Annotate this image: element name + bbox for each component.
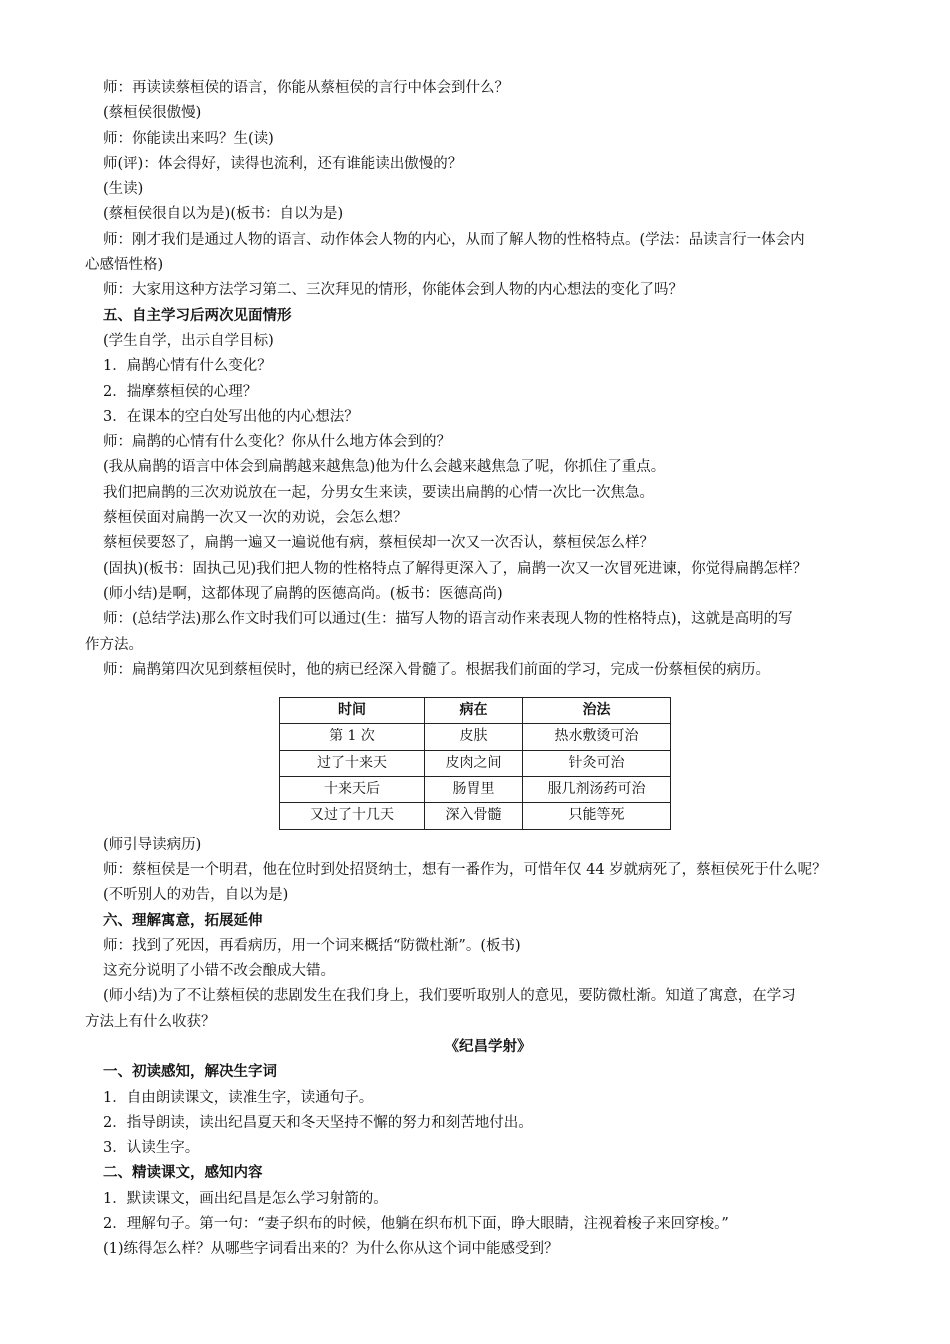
text-line: 蔡桓侯面对扁鹊一次又一次的劝说，会怎么想？	[103, 510, 408, 527]
text-line: (师小结)是啊，这都体现了扁鹊的医德高尚。(板书：医德高尚)	[103, 585, 503, 602]
list-item: 1．默读课文，画出纪昌是怎么学习射箭的。	[103, 1190, 388, 1207]
section-heading: 五、自主学习后两次见面情形	[103, 307, 292, 324]
text-line: 师：再读读蔡桓侯的语言，你能从蔡桓侯的言行中体会到什么？	[103, 80, 509, 96]
table-header: 时间	[280, 698, 425, 724]
table-row	[280, 803, 671, 829]
table-cell: 过了十来天	[280, 750, 425, 776]
text-line: 方法上有什么收获？	[85, 1013, 216, 1030]
text-line: 蔡桓侯要怒了，扁鹊一遍又一遍说他有病，蔡桓侯却一次又一次否认，蔡桓侯怎么样？	[103, 535, 654, 552]
text-line: (我从扁鹊的语言中体会到扁鹊越来越焦急)他为什么会越来越焦急了呢，你抓住了重点。	[103, 459, 666, 476]
lesson-title: 《纪昌学射》	[444, 1038, 532, 1055]
text-line: 这充分说明了小错不改会酿成大错。	[103, 963, 335, 980]
text-line: (不听别人的劝告，自以为是)	[103, 887, 289, 904]
section-heading: 二、精读课文，感知内容	[103, 1165, 263, 1182]
text-line: 师：扁鹊的心情有什么变化？你从什么地方体会到的？	[103, 434, 451, 451]
text-line: 师：蔡桓侯是一个明君，他在位时到处招贤纳士，想有一番作为，可惜年仅 44 岁就病死了，蔡桓侯死于什么呢？	[103, 861, 827, 878]
table-cell: 针灸可治	[523, 750, 671, 776]
table-header-row	[280, 698, 671, 724]
text-line: 师：找到了死因，再看病历，用一个词来概括“防微杜渐”。(板书)	[103, 937, 521, 954]
table-cell: 热水敷烫可治	[523, 724, 671, 750]
table-header: 治法	[523, 698, 671, 724]
table-cell: 十来天后	[280, 777, 425, 803]
table-cell: 第 1 次	[280, 724, 425, 750]
text-line: 我们把扁鹊的三次劝说放在一起，分男女生来读，要读出扁鹊的心情一次比一次焦急。	[103, 484, 654, 501]
text-line: 心感悟性格)	[85, 257, 164, 274]
table-cell: 皮肤	[425, 724, 523, 750]
text-line: 师：(总结学法)那么作文时我们可以通过(生：描写人物的语言动作来表现人物的性格特点)，这就是高明的写	[103, 611, 793, 628]
text-line: (师小结)为了不让蔡桓侯的悲剧发生在我们身上，我们要听取别人的意见，要防微杜渐。知道了寓意，在学习	[103, 988, 796, 1005]
table-row	[280, 750, 671, 776]
list-item: 2．指导朗读，读出纪昌夏天和冬天坚持不懈的努力和刻苦地付出。	[103, 1114, 533, 1131]
text-line: (蔡桓侯很傲慢)	[103, 105, 202, 122]
list-item: 3．认读生字。	[103, 1140, 200, 1157]
text-line: (师引导读病历)	[103, 836, 202, 853]
table-cell: 肠胃里	[425, 777, 523, 803]
table-row	[280, 777, 671, 803]
list-item: 2．揣摩蔡桓侯的心理？	[103, 383, 258, 400]
text-line: (生读)	[103, 181, 144, 198]
medical-record-table	[279, 697, 671, 829]
table-cell: 皮肉之间	[425, 750, 523, 776]
list-item: 1．自由朗读课文，读准生字，读通句子。	[103, 1089, 374, 1106]
table-row	[280, 724, 671, 750]
table-cell: 只能等死	[523, 803, 671, 829]
text-line: (固执)(板书：固执己见)我们把人物的性格特点了解得更深入了，扁鹊一次又一次冒死进谏，你觉得扁鹊怎样？	[103, 560, 808, 577]
list-item: 2．理解句子。第一句：“妻子织布的时候，他躺在织布机下面，睁大眼睛，注视着梭子来回穿梭。”	[103, 1216, 729, 1233]
table-cell: 又过了十几天	[280, 803, 425, 829]
table-header: 病在	[425, 698, 523, 724]
list-item: 3．在课本的空白处写出他的内心想法？	[103, 408, 359, 425]
list-item: 1．扁鹊心情有什么变化？	[103, 358, 272, 375]
text-line: 师：大家用这种方法学习第二、三次拜见的情形，你能体会到人物的内心想法的变化了吗？	[103, 282, 683, 299]
section-heading: 一、初读感知，解决生字词	[103, 1064, 277, 1081]
text-line: 师：扁鹊第四次见到蔡桓侯时，他的病已经深入骨髓了。根据我们前面的学习，完成一份蔡桓侯的病历。	[103, 661, 770, 678]
text-line: (学生自学，出示自学目标)	[103, 332, 274, 349]
table-cell: 深入骨髓	[425, 803, 523, 829]
medical-record-table-wrap	[279, 697, 893, 829]
text-line: 师：刚才我们是通过人物的语言、动作体会人物的内心，从而了解人物的性格特点。(学法：品读言行一体会内	[103, 231, 805, 248]
section-heading: 六、理解寓意，拓展延伸	[103, 912, 263, 929]
list-item: (1)练得怎么样？从哪些字词看出来的？为什么你从这个词中能感受到？	[103, 1241, 559, 1258]
text-line: 师：你能读出来吗？生(读)	[103, 130, 274, 147]
text-line: 师(评)：体会得好，读得也流利，还有谁能读出傲慢的？	[103, 155, 463, 172]
document-page	[85, 76, 893, 1263]
text-line: (蔡桓侯很自以为是)(板书：自以为是)	[103, 206, 344, 223]
table-cell: 服几剂汤药可治	[523, 777, 671, 803]
text-line: 作方法。	[85, 636, 143, 653]
